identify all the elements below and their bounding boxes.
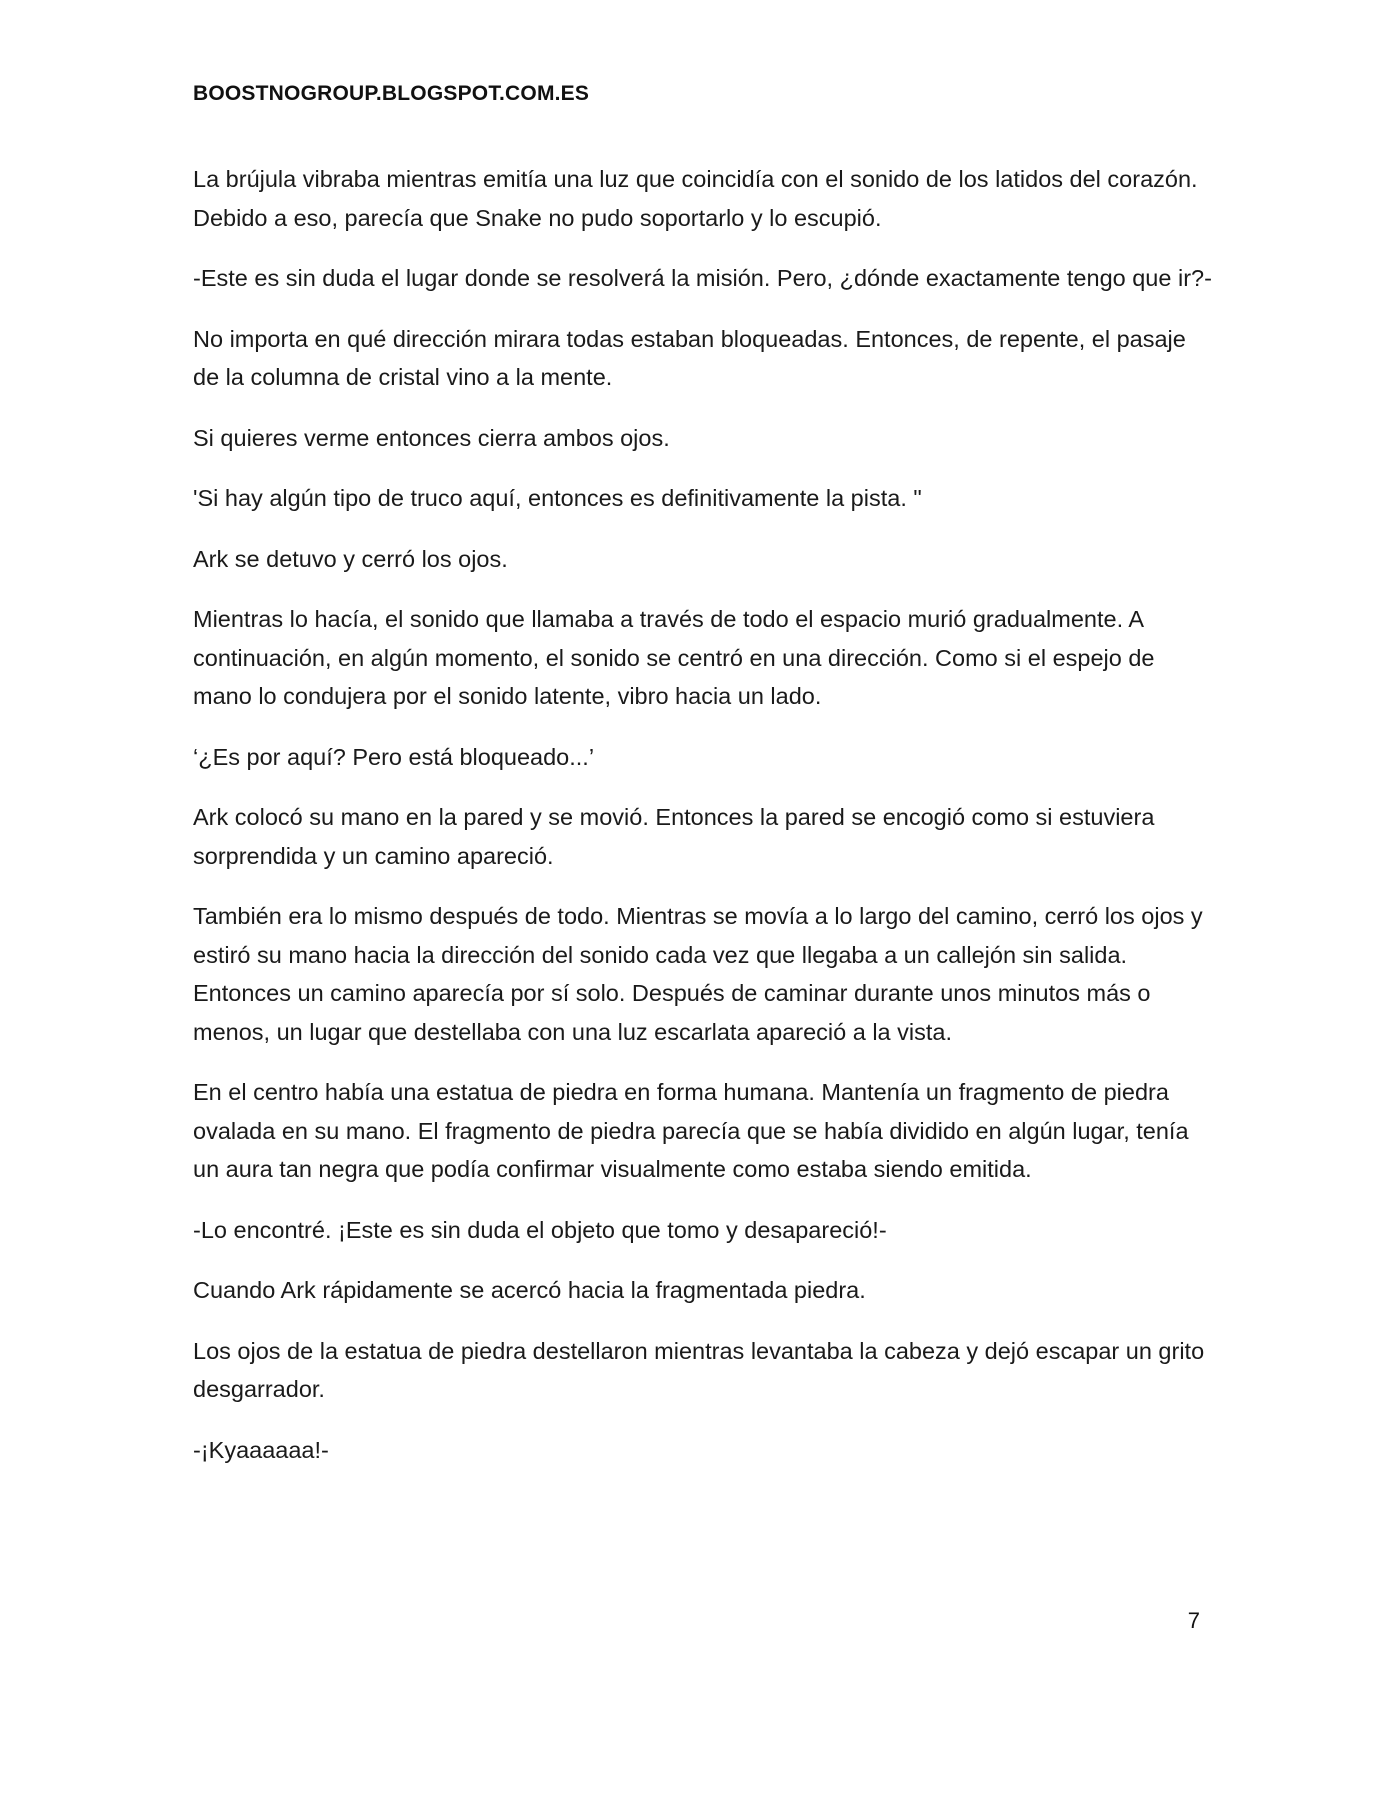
paragraph: Ark se detuvo y cerró los ojos. [193, 545, 508, 572]
paragraph: -¡Kyaaaaaa!- [193, 1436, 329, 1463]
paragraph: La brújula vibraba mientras emitía una luz que coincidía con el sonido de los latidos del corazón. Debido a eso, parecía que Snake no pudo soportarlo y lo escupió. [193, 166, 1198, 231]
page-number: 7 [1187, 1608, 1200, 1633]
paragraph: Mientras lo hacía, el sonido que llamaba a través de todo el espacio murió gradualmente. A continuación, en algún momento, el sonido se centró en una dirección. Como si el espejo de mano lo condujera por el sonido latente, vibro hacia un lado. [193, 606, 1155, 709]
paragraph: Los ojos de la estatua de piedra destellaron mientras levantaba la cabeza y dejó escapar un grito desgarrador. [193, 1337, 1205, 1402]
paragraph: No importa en qué dirección mirara todas estaban bloqueadas. Entonces, de repente, el pasaje de la columna de cristal vino a la mente. [193, 325, 1186, 390]
paragraph: En el centro había una estatua de piedra en forma humana. Mantenía un fragmento de piedra ovalada en su mano. El fragmento de piedra parecía que se había dividido en algún lugar, tenía un aura tan negra que podía confirmar visualmente como estaba siendo emitida. [193, 1079, 1189, 1182]
paragraph: Cuando Ark rápidamente se acercó hacia la fragmentada piedra. [193, 1277, 866, 1303]
paragraph: -Lo encontré. ¡Este es sin duda el objeto que tomo y desapareció!- [193, 1216, 887, 1243]
paragraph: Si quieres verme entonces cierra ambos ojos. [193, 424, 670, 451]
paragraph: Ark colocó su mano en la pared y se movió. Entonces la pared se encogió como si estuviera sorprendida y un camino apareció. [193, 804, 1155, 869]
body-text [193, 160, 1213, 1491]
page-header: BOOSTNOGROUP.BLOGSPOT.COM.ES [193, 82, 590, 105]
paragraph: -Este es sin duda el lugar donde se resolverá la misión. Pero, ¿dónde exactamente tengo que ir?- [193, 265, 1212, 291]
paragraph: También era lo mismo después de todo. Mientras se movía a lo largo del camino, cerró los ojos y estiró su mano hacia la dirección del sonido cada vez que llegaba a un callejón sin salida. Entonces un camino aparecía por sí solo. Después de caminar durante unos minutos más o menos, un lugar que destellaba con una luz escarlata apareció a la vista. [193, 903, 1203, 1045]
paragraph: 'Si hay algún tipo de truco aquí, entonces es definitivamente la pista. " [193, 485, 922, 511]
paragraph: ‘¿Es por aquí? Pero está bloqueado...’ [193, 743, 595, 770]
